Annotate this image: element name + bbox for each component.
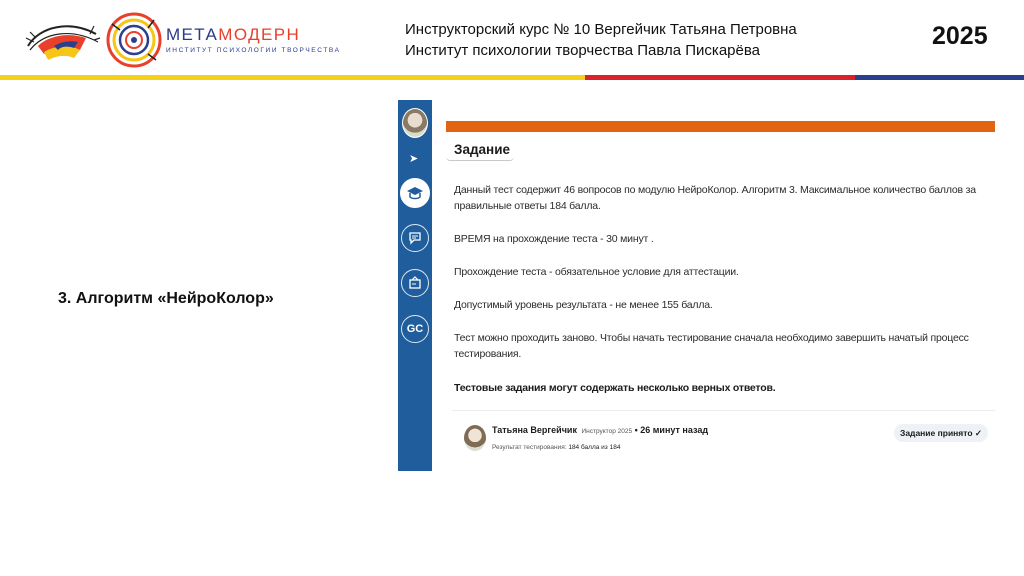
comment-time: • 26 минут назад	[634, 425, 709, 435]
brand-wordmark	[166, 25, 341, 54]
year-label: 2025	[932, 22, 988, 50]
user-avatar[interactable]	[402, 108, 428, 138]
task-title: Задание	[454, 142, 511, 157]
sidebar-rail	[398, 100, 432, 471]
status-badge[interactable]: Задание принято ✓	[894, 424, 988, 442]
institute-name: Институт психологии творчества Павла Пискарёва	[405, 42, 760, 59]
author-avatar	[464, 425, 486, 451]
task-screenshot	[398, 100, 996, 471]
course-info	[405, 19, 797, 61]
course-title: Инструкторский курс № 10 Вергейчик Татьяна Петровна	[405, 21, 797, 38]
task-paragraph: Прохождение теста - обязательное условие для аттестации.	[454, 266, 739, 278]
metamodern-emblem-logo	[106, 10, 162, 68]
test-result	[492, 444, 620, 451]
result-label: Результат тестирования:	[492, 444, 567, 451]
accent-bar	[446, 121, 995, 132]
chat-icon[interactable]	[401, 224, 429, 252]
task-note: Тестовые задания могут содержать несколько верных ответов.	[454, 382, 776, 394]
certificate-icon[interactable]	[401, 269, 429, 297]
brand-subtitle: ИНСТИТУТ ПСИХОЛОГИИ ТВОРЧЕСТВА	[166, 47, 341, 54]
gc-logo-icon[interactable]: GC	[401, 315, 429, 343]
submission-comment	[452, 410, 995, 468]
task-paragraph: ВРЕМЯ на прохождение теста - 30 минут .	[454, 233, 654, 245]
author-role: Инструктор 2025	[581, 428, 633, 435]
header-rule-red	[585, 75, 855, 80]
author-name[interactable]: Татьяна Вергейчик	[492, 425, 577, 435]
institute-emblem-logo	[24, 16, 102, 66]
send-icon[interactable]: ➤	[409, 153, 419, 165]
task-paragraph: Тест можно проходить заново. Чтобы начать тестирование сначала необходимо завершить начатый процесс тестирования.	[454, 332, 969, 360]
comment-header	[492, 425, 708, 435]
header-rule-yellow	[0, 75, 585, 80]
result-value: 184 балла из 184	[568, 444, 621, 451]
brand-name: МЕТАМОДЕРН	[166, 25, 301, 44]
header-rule-blue	[855, 75, 1024, 80]
title-underline	[446, 157, 514, 161]
graduation-cap-icon[interactable]	[400, 178, 430, 208]
slide-title: 3. Алгоритм «НейроКолор»	[58, 290, 274, 307]
task-paragraph: Допустимый уровень результата - не менее 155 балла.	[454, 299, 713, 311]
task-paragraph: Данный тест содержит 46 вопросов по модулю НейроКолор. Алгоритм 3. Максимальное количество баллов за правильные ответы 184 балла.	[454, 184, 976, 212]
